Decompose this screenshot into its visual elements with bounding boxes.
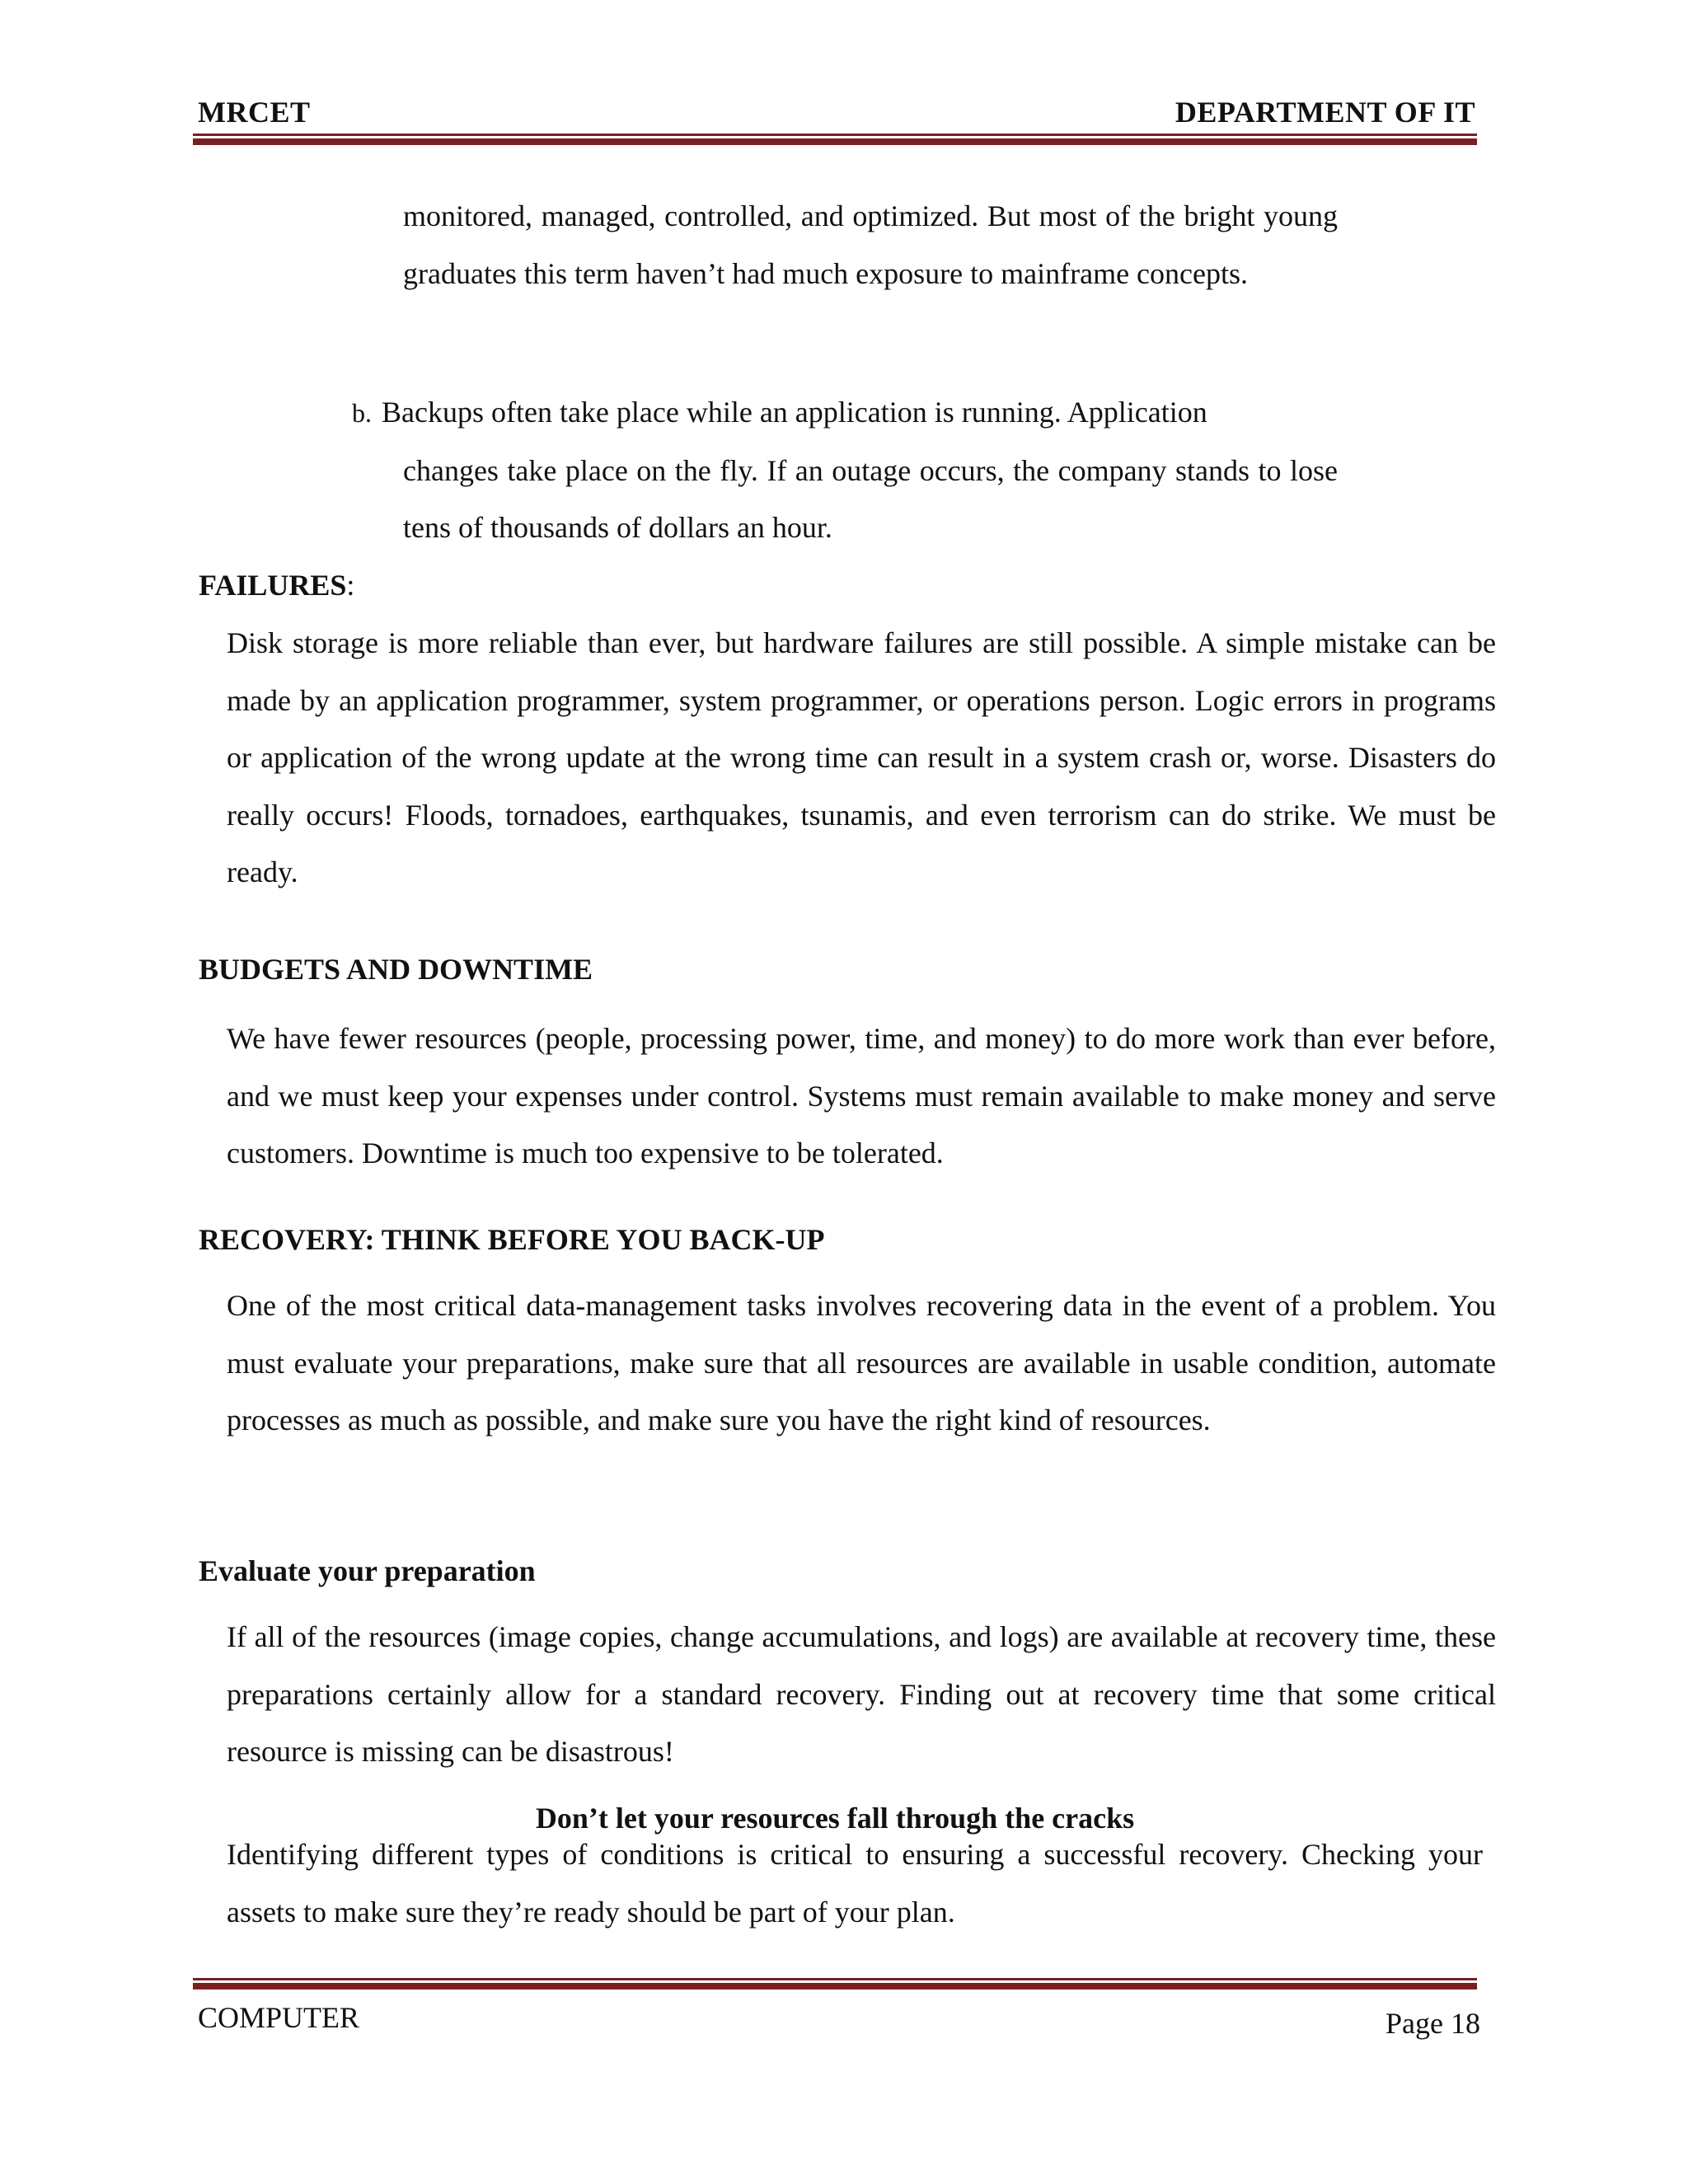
recovery-heading: RECOVERY: THINK BEFORE YOU BACK-UP: [199, 1223, 825, 1256]
continuation-paragraph: monitored, managed, controlled, and optimized. But most of the bright young graduates this term haven’t had much exposure to mainframe concepts.: [403, 199, 1338, 290]
footer-rule: [193, 1978, 1477, 1990]
list-marker-b: b.: [352, 398, 372, 428]
budgets-heading: BUDGETS AND DOWNTIME: [199, 953, 593, 986]
header-department: DEPARTMENT OF IT: [1175, 96, 1475, 129]
recovery-paragraph: One of the most critical data-management tasks involves recovering data in the event of a problem. You must evaluate your preparations, make sure that all resources are available in usable condition, automate processes as much as possible, and make sure you have the right kind of resources.: [227, 1289, 1496, 1436]
header-institution: MRCET: [198, 96, 311, 129]
evaluate-heading: Evaluate your preparation: [199, 1554, 536, 1587]
footer-subject: COMPUTER: [198, 2001, 360, 2034]
failures-paragraph: Disk storage is more reliable than ever, but hardware failures are still possible. A simple mistake can be made by an application programmer, system programmer, or operations person. Logic errors in programs or application of the wrong update at the wrong time can result in a system crash or, worse. Disasters do really occurs! Floods, tornadoes, earthquakes, tsunamis, and even terrorism can do strike. We must be ready.: [227, 626, 1496, 888]
evaluate-paragraph: If all of the resources (image copies, change accumulations, and logs) are available at recovery time, these preparations certainly allow for a standard recovery. Finding out at recovery time that some critical resource is missing can be disastrous!: [227, 1620, 1496, 1768]
failures-heading: [199, 570, 354, 600]
list-item-b: [352, 384, 1338, 557]
list-item-b-first-line: Backups often take place while an application is running. Application: [382, 396, 1207, 429]
budgets-paragraph: We have fewer resources (people, processing power, time, and money) to do more work than ever before, and we must keep your expenses under control. Systems must remain available to make money and serve customers. Downtime is much too expensive to be tolerated.: [227, 1022, 1496, 1169]
cracks-heading: Don’t let your resources fall through the cracks: [535, 1802, 1135, 1835]
page-number: Page 18: [1386, 2007, 1480, 2040]
cracks-paragraph: Identifying different types of conditions is critical to ensuring a successful recovery. Checking your assets to make sure they’re ready should be part of your plan.: [227, 1838, 1483, 1929]
header-rule: [193, 134, 1477, 145]
list-item-b-rest: changes take place on the fly. If an outage occurs, the company stands to lose tens of thousands of dollars an hour.: [403, 453, 1338, 544]
failures-heading-colon: :: [346, 569, 355, 602]
failures-heading-text: FAILURES: [199, 569, 347, 602]
